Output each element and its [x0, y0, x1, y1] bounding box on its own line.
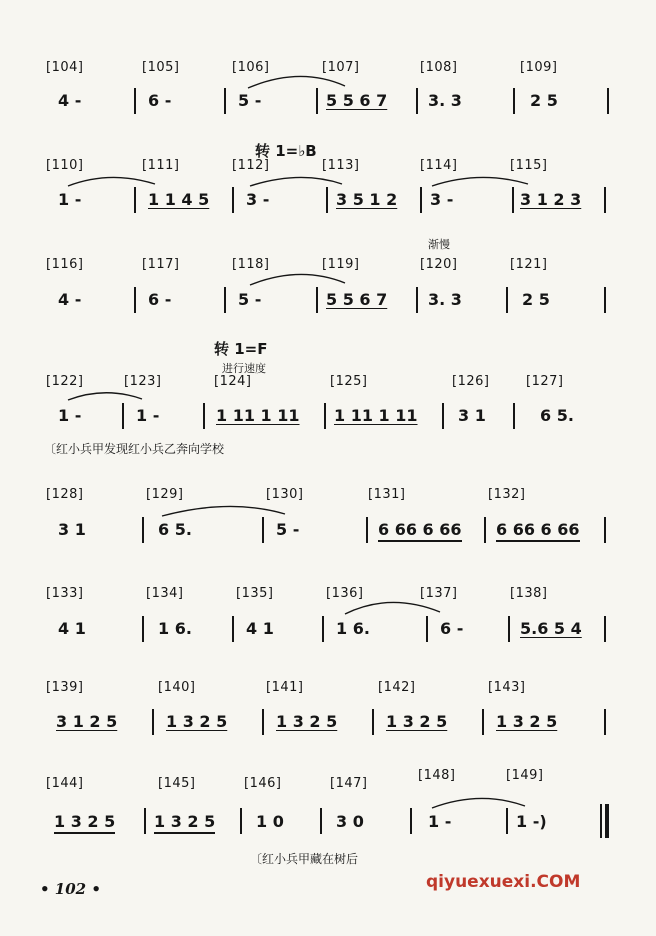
note-group: 2 5 — [530, 91, 558, 110]
note-group: 3 1 2 5 — [56, 712, 118, 731]
note-group: 4 1 — [246, 619, 274, 638]
key-change: 转 1=F — [214, 340, 268, 358]
measure-number: [123] — [124, 374, 162, 389]
key-change: 转 1=♭B — [255, 142, 317, 160]
measure-number: [147] — [330, 776, 368, 791]
barline — [604, 709, 606, 735]
measure-number: [107] — [322, 60, 360, 75]
measure-number: [109] — [520, 60, 558, 75]
measure-number: [145] — [158, 776, 196, 791]
measure-number: [113] — [322, 158, 360, 173]
note-group: 1 11 1 11 — [216, 406, 300, 425]
barline — [134, 187, 136, 213]
barline — [324, 403, 326, 429]
barline — [604, 616, 606, 642]
barline — [604, 187, 606, 213]
barline — [316, 287, 318, 313]
measure-number: [129] — [146, 487, 184, 502]
slur-106-107 — [248, 76, 345, 88]
barline — [320, 808, 322, 834]
measure-number: [105] — [142, 60, 180, 75]
note-group: 5 - — [238, 91, 262, 110]
note-group: 6 5. — [540, 406, 574, 425]
note-group: 4 - — [58, 91, 82, 110]
note-group: 3 - — [246, 190, 270, 209]
note-group: 1 - — [58, 190, 82, 209]
note-group: 3 1 — [458, 406, 486, 425]
measure-number: [140] — [158, 680, 196, 695]
note-group: 1 3 2 5 — [386, 712, 448, 731]
note-group: 4 - — [58, 290, 82, 309]
measure-number: [146] — [244, 776, 282, 791]
measure-number: [133] — [46, 586, 84, 601]
barline — [144, 808, 146, 834]
note-group: 1 - — [58, 406, 82, 425]
measure-number: [114] — [420, 158, 458, 173]
slur-129-130 — [162, 506, 285, 516]
measure-number: [125] — [330, 374, 368, 389]
note-group: 6 - — [148, 91, 172, 110]
barline — [484, 517, 486, 543]
final-barline-thick — [605, 804, 609, 838]
measure-number: [127] — [526, 374, 564, 389]
measure-number: [110] — [46, 158, 84, 173]
note-group: 1 6. — [158, 619, 192, 638]
note-group: 1 6. — [336, 619, 370, 638]
note-group: 5 - — [276, 520, 300, 539]
stage-direction: 〔红小兵甲藏在树后 — [250, 852, 359, 866]
note-group: 5.6 5 4 — [520, 619, 582, 638]
barline — [262, 517, 264, 543]
barline — [262, 709, 264, 735]
slur-136-137 — [345, 602, 440, 614]
measure-number: [120] — [420, 257, 458, 272]
measure-number: [137] — [420, 586, 458, 601]
barline — [442, 403, 444, 429]
note-group: 1 -) — [516, 812, 547, 831]
measure-number: [106] — [232, 60, 270, 75]
measure-number: [117] — [142, 257, 180, 272]
barline — [416, 88, 418, 114]
note-group: 1 - — [428, 812, 452, 831]
barline — [607, 88, 609, 114]
barline — [240, 808, 242, 834]
page-number: • 102 • — [40, 880, 101, 898]
note-group: 1 1 4 5 — [148, 190, 210, 209]
slur-148-149 — [432, 798, 525, 808]
note-group: 1 3 2 5 — [496, 712, 558, 731]
slur-122-123 — [68, 393, 142, 400]
barline — [604, 517, 606, 543]
barline — [366, 517, 368, 543]
measure-number: [136] — [326, 586, 364, 601]
measure-number: [111] — [142, 158, 180, 173]
barline — [372, 709, 374, 735]
measure-number: [126] — [452, 374, 490, 389]
barline — [508, 616, 510, 642]
note-group: 1 3 2 5 — [166, 712, 228, 731]
barline — [224, 287, 226, 313]
note-group: 3 1 2 3 — [520, 190, 582, 209]
measure-number: [121] — [510, 257, 548, 272]
barline — [420, 187, 422, 213]
measure-number: [131] — [368, 487, 406, 502]
tempo-mark: 进行速度 — [222, 362, 266, 375]
note-group: 3 - — [430, 190, 454, 209]
note-group: 6 - — [148, 290, 172, 309]
note-group: 5 - — [238, 290, 262, 309]
barline — [506, 808, 508, 834]
note-group: 6 5. — [158, 520, 192, 539]
slur-114-115 — [432, 177, 528, 186]
note-group: 1 11 1 11 — [334, 406, 418, 425]
measure-number: [144] — [46, 776, 84, 791]
barline — [232, 616, 234, 642]
note-group: 3 1 — [58, 520, 86, 539]
measure-number: [149] — [506, 768, 544, 783]
barline — [416, 287, 418, 313]
barline — [326, 187, 328, 213]
slur-110-111 — [68, 177, 155, 186]
note-group: 5 5 6 7 — [326, 91, 388, 110]
measure-number: [119] — [322, 257, 360, 272]
note-group: 5 5 6 7 — [326, 290, 388, 309]
slur-112-113 — [250, 177, 342, 186]
barline — [482, 709, 484, 735]
stage-direction: 〔红小兵甲发现红小兵乙奔向学校 — [44, 442, 225, 456]
barline — [316, 88, 318, 114]
measure-number: [115] — [510, 158, 548, 173]
measure-number: [130] — [266, 487, 304, 502]
barline — [513, 403, 515, 429]
measure-number: [124] — [214, 374, 252, 389]
note-group: 3 5 1 2 — [336, 190, 398, 209]
barline — [142, 616, 144, 642]
tempo-mark: 渐慢 — [428, 238, 450, 251]
measure-number: [132] — [488, 487, 526, 502]
barline — [224, 88, 226, 114]
final-barline-thin — [600, 804, 602, 838]
measure-number: [108] — [420, 60, 458, 75]
note-group: 6 - — [440, 619, 464, 638]
barline — [142, 517, 144, 543]
note-group: 1 - — [136, 406, 160, 425]
note-group: 1 0 — [256, 812, 284, 831]
note-group: 1 3 2 5 — [276, 712, 338, 731]
measure-number: [142] — [378, 680, 416, 695]
measure-number: [148] — [418, 768, 456, 783]
note-group: 2 5 — [522, 290, 550, 309]
note-group: 6 66 6 66 — [496, 520, 580, 542]
barline — [134, 287, 136, 313]
barline — [506, 287, 508, 313]
measure-number: [141] — [266, 680, 304, 695]
measure-number: [112] — [232, 158, 270, 173]
measure-number: [139] — [46, 680, 84, 695]
note-group: 1 3 2 5 — [54, 812, 115, 834]
note-group: 3. 3 — [428, 91, 462, 110]
measure-number: [128] — [46, 487, 84, 502]
measure-number: [143] — [488, 680, 526, 695]
note-group: 6 66 6 66 — [378, 520, 462, 542]
note-group: 1 3 2 5 — [154, 812, 215, 834]
barline — [122, 403, 124, 429]
note-group: 4 1 — [58, 619, 86, 638]
measure-number: [104] — [46, 60, 84, 75]
barline — [512, 187, 514, 213]
barline — [426, 616, 428, 642]
barline — [203, 403, 205, 429]
barline — [604, 287, 606, 313]
slur-118-119 — [250, 274, 345, 285]
measure-number: [122] — [46, 374, 84, 389]
barline — [152, 709, 154, 735]
measure-number: [134] — [146, 586, 184, 601]
measure-number: [138] — [510, 586, 548, 601]
watermark: qiyuexuexi.COM — [426, 872, 581, 892]
barline — [410, 808, 412, 834]
measure-number: [116] — [46, 257, 84, 272]
note-group: 3. 3 — [428, 290, 462, 309]
barline — [322, 616, 324, 642]
barline — [513, 88, 515, 114]
note-group: 3 0 — [336, 812, 364, 831]
measure-number: [118] — [232, 257, 270, 272]
barline — [232, 187, 234, 213]
barline — [134, 88, 136, 114]
measure-number: [135] — [236, 586, 274, 601]
